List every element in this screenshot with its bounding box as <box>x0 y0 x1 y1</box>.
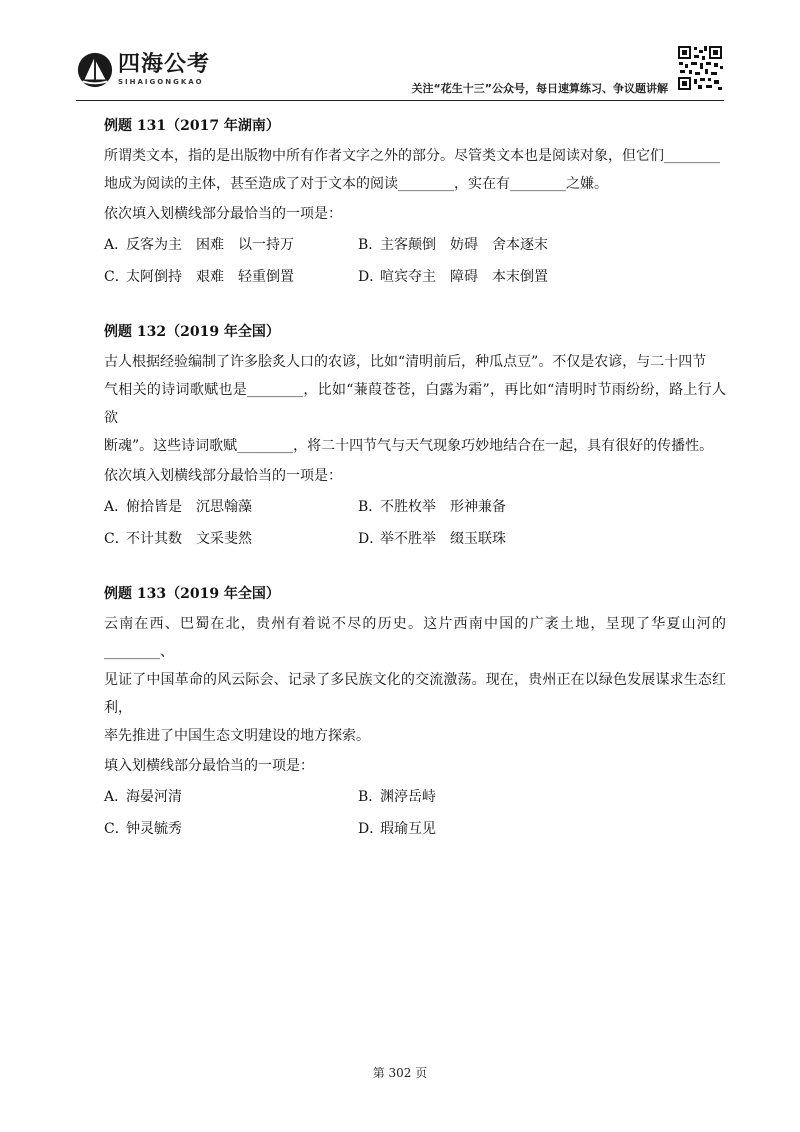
options-list <box>104 232 726 290</box>
option-text: 海晏河清 <box>126 789 182 805</box>
qr-code-icon <box>676 44 724 92</box>
option-letter: C． <box>104 531 129 547</box>
option-letter: D． <box>358 269 384 285</box>
question-132 <box>104 320 726 552</box>
option-text: 主客颠倒 妨碍 舍本逐末 <box>380 237 548 253</box>
stem-line: 断魂”。这些诗词歌赋________，将二十四节气与天气现象巧妙地结合在一起，具有很好的传播性。 <box>104 438 714 454</box>
question-133 <box>104 582 726 842</box>
question-title: 例题 131（2017 年湖南） <box>104 118 280 134</box>
option-text: 太阿倒持 艰难 轻重倒置 <box>126 269 294 285</box>
stem-line: 地成为阅读的主体，甚至造成了对于文本的阅读________，实在有________之嫌。 <box>104 176 608 192</box>
option-text: 不胜枚举 形神兼备 <box>380 499 506 515</box>
logo-english-text: SIHAIGONGKAO <box>118 78 204 86</box>
stem-line: 所谓类文本，指的是出版物中所有作者文字之外的部分。尽管类文本也是阅读对象，但它们________ <box>104 148 720 164</box>
option-letter: A． <box>104 499 129 515</box>
question-131 <box>104 114 726 290</box>
option-c <box>104 264 358 290</box>
option-letter: B． <box>358 499 383 515</box>
options-list <box>104 494 726 552</box>
stem-line: 率先推进了中国生态文明建设的地方探索。 <box>104 728 370 744</box>
option-text: 俯拾皆是 沉思翰藻 <box>126 499 252 515</box>
option-text: 瑕瑜互见 <box>380 821 436 837</box>
option-a <box>104 494 358 520</box>
option-b <box>358 784 658 810</box>
stem-line: 云南在西、巴蜀在北，贵州有着说不尽的历史。这片西南中国的广袤土地，呈现了华夏山河的________、 <box>104 616 726 660</box>
option-b <box>358 494 658 520</box>
option-text: 不计其数 文采斐然 <box>126 531 252 547</box>
option-letter: A． <box>104 789 129 805</box>
option-a <box>104 784 358 810</box>
option-c <box>104 526 358 552</box>
option-a <box>104 232 358 258</box>
question-stem <box>104 348 726 460</box>
header-slogan: 关注“花生十三”公众号，每日速算练习、争议题讲解 <box>411 82 668 95</box>
option-letter: A． <box>104 237 129 253</box>
options-list <box>104 784 726 842</box>
question-title: 例题 132（2019 年全国） <box>104 324 280 340</box>
stem-line: 气相关的诗词歌赋也是________，比如“蒹葭苍苍，白露为霜”，再比如“清明时节雨纷纷，路上行人欲 <box>104 382 726 426</box>
stem-line: 见证了中国革命的风云际会、记录了多民族文化的交流激荡。现在，贵州正在以绿色发展谋求生态红利， <box>104 672 726 716</box>
option-c <box>104 816 358 842</box>
logo-chinese-text: 四海公考 <box>118 52 211 77</box>
option-d <box>358 526 658 552</box>
question-title: 例题 133（2019 年全国） <box>104 586 280 602</box>
option-letter: C． <box>104 821 129 837</box>
question-prompt: 填入划横线部分最恰当的一项是： <box>104 758 314 774</box>
option-letter: B． <box>358 237 383 253</box>
option-letter: C． <box>104 269 129 285</box>
sail-logo-icon <box>76 51 114 89</box>
option-text: 渊渟岳峙 <box>380 789 436 805</box>
question-stem <box>104 142 726 198</box>
option-letter: B． <box>358 789 383 805</box>
document-content <box>104 114 726 872</box>
option-text: 喧宾夺主 障碍 本末倒置 <box>380 269 548 285</box>
stem-line: 古人根据经验编制了许多脍炙人口的农谚，比如“清明前后，种瓜点豆”。不仅是农谚，与二十四节 <box>104 354 707 370</box>
option-d <box>358 816 658 842</box>
page-header <box>0 0 800 100</box>
option-text: 举不胜举 缀玉联珠 <box>380 531 506 547</box>
option-d <box>358 264 658 290</box>
option-text: 钟灵毓秀 <box>126 821 182 837</box>
header-divider <box>76 100 724 101</box>
option-b <box>358 232 658 258</box>
page-number: 第 302 页 <box>372 1066 428 1080</box>
logo <box>76 50 226 90</box>
question-stem <box>104 610 726 750</box>
option-letter: D． <box>358 531 384 547</box>
question-prompt: 依次填入划横线部分最恰当的一项是： <box>104 468 342 484</box>
question-prompt: 依次填入划横线部分最恰当的一项是： <box>104 206 342 222</box>
option-letter: D． <box>358 821 384 837</box>
option-text: 反客为主 困难 以一持万 <box>126 237 294 253</box>
